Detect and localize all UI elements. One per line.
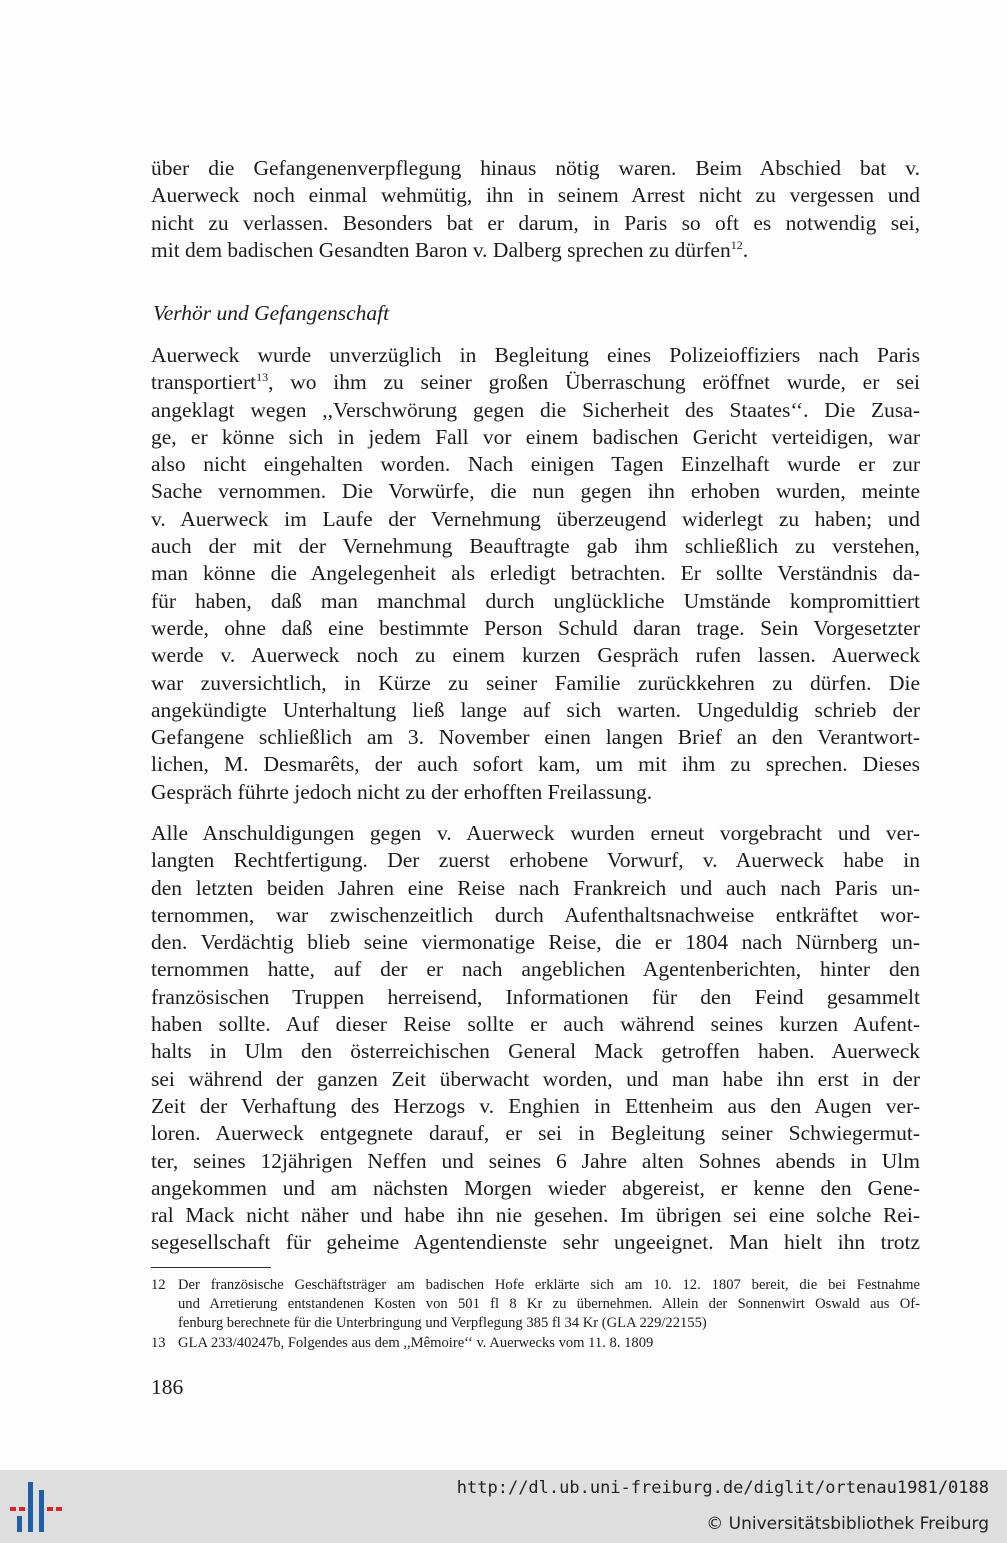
footnote-reference: 13 [256, 370, 269, 385]
text-line: loren. Auerweck entgegnete darauf, er sei in Begleitung seiner Schwiegermut- [151, 1121, 920, 1146]
text-line: Gefangene schließlich am 3. November einen langen Brief an den Verantwort- [151, 725, 920, 750]
paragraph-3 [151, 820, 920, 1257]
text-line: angekommen und am nächsten Morgen wieder abgereist, er kenne den Gene- [151, 1175, 920, 1200]
footnote-divider [151, 1267, 271, 1268]
footnote [151, 1334, 920, 1353]
text-line: werde, ohne daß eine bestimmte Person Schuld daran trage. Sein Vorgesetzter [151, 615, 920, 640]
text-line: v. Auerweck im Laufe der Vernehmung überzeugend widerlegt zu haben; und [151, 506, 920, 531]
footnote-line: und Arretierung entstandenen Kosten von 501 fl 8 Kr zu übernehmen. Allein der Sonnenwirt Oswald aus Of- [178, 1296, 920, 1313]
text-line: angeklagt wegen ,,Verschwörung gegen die Sicherheit des Staates‘‘. Die Zusa- [151, 397, 920, 422]
text-line: werde v. Auerweck noch zu einem kurzen Gespräch rufen lassen. Auerweck [151, 643, 920, 668]
text-line: ral Mack nicht näher und habe ihn nie gesehen. Im übrigen sei eine solche Rei- [151, 1203, 920, 1228]
text-line: Sache vernommen. Die Vorwürfe, die nun gegen ihn erhoben wurden, meinte [151, 479, 920, 504]
text-line: Gespräch führte jedoch nicht zu der erhofften Freilassung. [151, 779, 653, 804]
text-line: angekündigte Unterhaltung ließ lange auf sich warten. Ungeduldig schrieb der [151, 697, 920, 722]
line-text: transportiert [151, 370, 257, 395]
text-line: sei während der ganzen Zeit überwacht worden, und man habe ihn erst in der [151, 1066, 920, 1091]
text-line: Alle Anschuldigungen gegen v. Auerweck wurden erneut vorgebracht und ver- [151, 821, 920, 845]
text-line: ge, er könne sich in jedem Fall vor einem badischen Gericht verteidigen, war [151, 424, 920, 449]
footnote [151, 1276, 920, 1334]
footnote-line: fenburg berechnete für die Unterbringung und Verpflegung 385 fl 34 Kr (GLA 229/22155) [178, 1315, 707, 1332]
text-line: für haben, daß man manchmal durch unglückliche Umstände kompromittiert [151, 588, 920, 613]
text-line: den. Verdächtig blieb seine viermonatige Reise, die er 1804 nach Nürnberg un- [151, 930, 920, 955]
text-line: haben sollte. Auf dieser Reise sollte er auch während seines kurzen Aufent- [151, 1012, 920, 1037]
section-heading: Verhör und Gefangenschaft [153, 301, 390, 325]
text-line: ternommen hatte, auf der er nach angeblichen Agentenberichten, hinter den [151, 957, 920, 982]
page-number: 186 [151, 1375, 184, 1399]
text-line: lichen, M. Desmarêts, der auch sofort kam, um mit ihm zu sprechen. Dieses [151, 752, 920, 777]
text-line [151, 369, 920, 396]
text-line: ternommen, war zwischenzeitlich durch Aufenthaltsnachweise entkräftet wor- [151, 902, 920, 927]
line-text: , wo ihm zu seiner großen Überraschung eröffnet wurde, er sei [268, 370, 920, 395]
text-line: war zuversichtlich, in Kürze zu seiner Familie zurückkehren zu dürfen. Die [151, 670, 920, 695]
footnote-line: Der französische Geschäftsträger am badischen Hofe erklärte sich am 10. 12. 1807 bereit, die bei Festnahme [178, 1277, 920, 1293]
text-line: auch der mit der Vernehmung Beauftragte gab ihm schließlich zu verstehen, [151, 534, 920, 559]
text-line: Auerweck noch einmal wehmütig, ihn in seinem Arrest nicht zu vergessen und [151, 183, 920, 208]
footnote-line: GLA 233/40247b, Folgendes aus dem ,,Mêmoire‘‘ v. Auerwecks vom 11. 8. 1809 [178, 1334, 654, 1351]
text-line: man könne die Angelegenheit als erledigt betrachten. Er sollte Verständnis da- [151, 561, 920, 586]
text-line: Auerweck wurde unverzüglich in Begleitung eines Polizeioffiziers nach Paris [151, 343, 920, 367]
text-line [151, 237, 920, 264]
text-line: also nicht eingehalten worden. Nach einigen Tagen Einzelhaft wurde er zur [151, 452, 920, 477]
text-line: segesellschaft für geheime Agentendienste sehr ungeeignet. Man hielt ihn trotz [151, 1230, 920, 1255]
text-line: den letzten beiden Jahren eine Reise nach Frankreich und auch nach Paris un- [151, 875, 920, 900]
text-line: halts in Ulm den österreichischen General Mack getroffen haben. Auerweck [151, 1039, 920, 1064]
text-line: ter, seines 12jährigen Neffen und seines 6 Jahre alten Sohnes abends in Ulm [151, 1148, 920, 1173]
footnotes [151, 1276, 920, 1353]
text-line: über die Gefangenenverpflegung hinaus nötig waren. Beim Abschied bat v. [151, 156, 920, 180]
footnote-reference: 12 [730, 237, 743, 252]
permalink-url[interactable]: http://dl.ub.uni-freiburg.de/diglit/ortenau1981/0188 [456, 1478, 989, 1498]
line-text: mit dem badischen Gesandten Baron v. Dalberg sprechen zu dürfen [151, 237, 731, 262]
line-text: . [742, 237, 749, 262]
footnote-number: 12 [151, 1277, 166, 1293]
paragraph-1 [151, 155, 920, 264]
viewer-footer [0, 1470, 1007, 1543]
footnote-number: 13 [151, 1334, 166, 1351]
text-line: langten Rechtfertigung. Der zuerst erhobene Vorwurf, v. Auerweck habe in [151, 848, 920, 873]
text-line: nicht zu verlassen. Besonders bat er darum, in Paris so oft es notwendig sei, [151, 210, 920, 235]
paragraph-2 [151, 342, 920, 806]
copyright-notice: © Universitätsbibliothek Freiburg [706, 1514, 989, 1534]
text-line: französischen Truppen herreisend, Informationen für den Feind gesammelt [151, 984, 920, 1009]
ub-freiburg-logo-icon [8, 1480, 66, 1536]
text-line: Zeit der Verhaftung des Herzogs v. Enghien in Ettenheim aus den Augen ver- [151, 1093, 920, 1118]
